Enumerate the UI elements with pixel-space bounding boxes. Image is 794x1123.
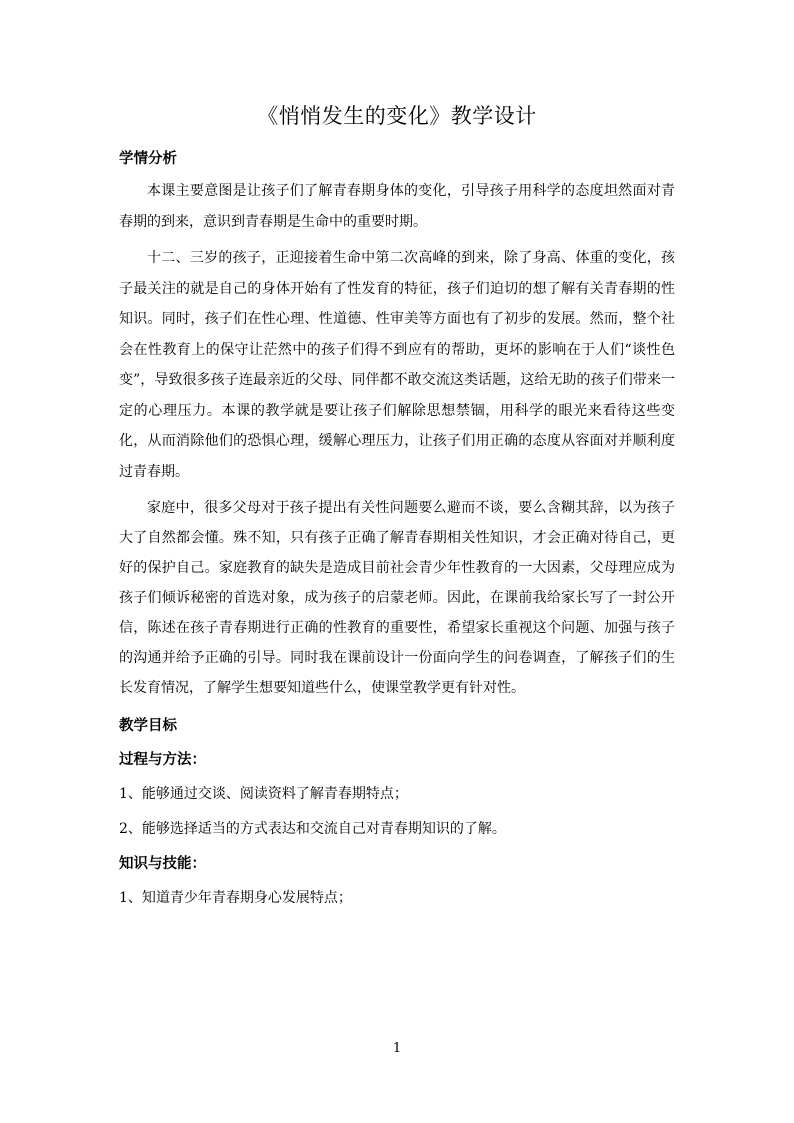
section-heading-analysis: 学情分析 xyxy=(119,150,177,167)
analysis-paragraph-1: 本课主要意图是让孩子们了解青春期身体的变化，引导孩子用科学的态度坦然面对青春期的到来，意识到青春期是生命中的重要时期。 xyxy=(119,183,675,230)
document-body xyxy=(119,142,675,916)
document-title: 《悄悄发生的变化》教学设计 xyxy=(257,104,537,128)
knowledge-item-1: 1、知道青少年青春期身心发展特点； xyxy=(119,890,352,906)
section-heading-goals: 教学目标 xyxy=(119,717,177,734)
page-number: 1 xyxy=(392,1041,402,1056)
subheading-knowledge-skills: 知识与技能： xyxy=(119,855,206,872)
subheading-process-methods: 过程与方法： xyxy=(119,751,206,768)
process-item-1: 1、能够通过交谈、阅读资料了解青春期特点； xyxy=(119,786,408,802)
analysis-paragraph-3: 家庭中，很多父母对于孩子提出有关性问题要么避而不谈，要么含糊其辞，以为孩子大了自然都会懂。殊不知，只有孩子正确了解青春期相关性知识，才会正确对待自己，更好的保护自己。家庭教育的缺失是造成目前社会青少年性教育的一大因素，父母理应成为孩子们倾诉秘密的首选对象，成为孩子的启蒙老师。因此，在课前我给家长写了一封公开信，陈述在孩子青春期进行正确的性教育的重要性，希望家长重视这个问题、加强与孩子的沟通并给予正确的引导。同时我在课前设计一份面向学生的问卷调查，了解孩子们的生长发育情况，了解学生想要知道些什么，使课堂教学更有针对性。 xyxy=(119,500,675,696)
analysis-paragraph-2: 十二、三岁的孩子，正迎接着生命中第二次高峰的到来，除了身高、体重的变化，孩子最关注的就是自己的身体开始有了性发育的特征，孩子们迫切的想了解有关青春期的性知识。同时，孩子们在性心理、性道德、性审美等方面也有了初步的发展。然而，整个社会在性教育上的保守让茫然中的孩子们得不到应有的帮助，更坏的影响在于人们“谈性色变”，导致很多孩子连最亲近的父母、同伴都不敢交流这类话题，这给无助的孩子们带来一定的心理压力。本课的教学就是要让孩子们解除思想禁锢，用科学的眼光来看待这些变化，从而消除他们的恐惧心理，缓解心理压力，让孩子们用正确的态度从容面对并顺利度过青春期。 xyxy=(119,250,675,480)
process-item-2: 2、能够选择适当的方式表达和交流自己对青春期知识的了解。 xyxy=(119,821,506,837)
